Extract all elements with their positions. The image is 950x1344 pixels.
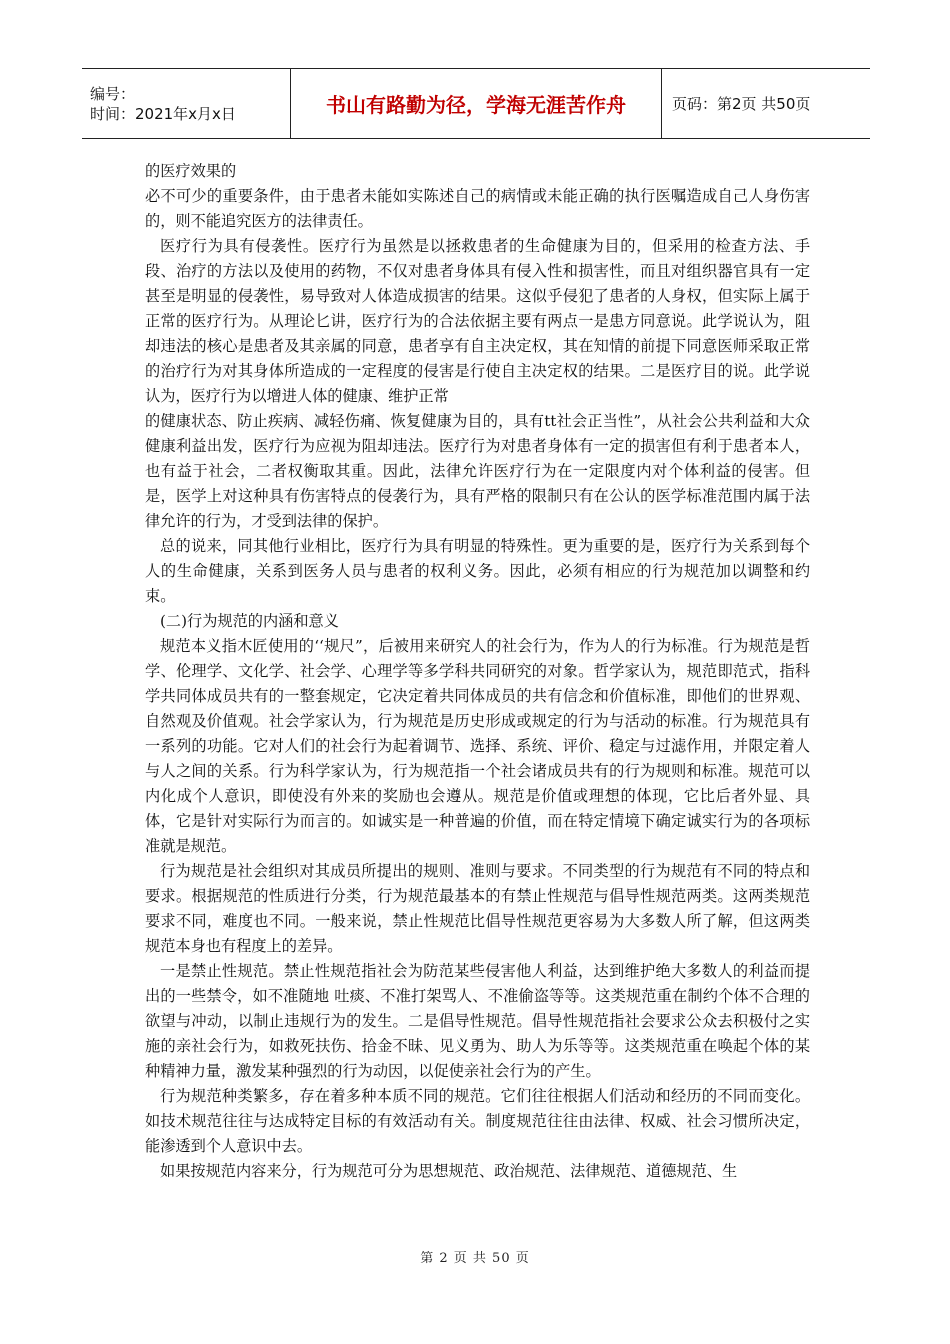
body-paragraph: 如果按规范内容来分，行为规范可分为思想规范、政治规范、法律规范、道德规范、生 (160, 1162, 738, 1180)
header-table (82, 68, 870, 139)
body-paragraph: 必不可少的重要条件，由于患者未能如实陈述自己的病情或未能正确的执行医嘱造成自己人身伤害的，则不能追究医方的法律责任。 (145, 187, 810, 230)
body-paragraph: (二)行为规范的内涵和意义 (160, 612, 339, 630)
body-paragraph: 的健康状态、防止疾病、减轻伤痛、恢复健康为目的，具有tt社会正当性”，从社会公共利益和大众健康利益出发，医疗行为应视为阻却违法。医疗行为对患者身体有一定的损害但有利于患者本人，也有益于社会，二者权衡取其重。因此，法律允许医疗行为在一定限度内对个体利益的侵害。但是，医学上对这种具有伤害特点的侵袭行为，具有严格的限制只有在公认的医学标准范围内属于法律允许的行为，才受到法律的保护。 (145, 412, 810, 530)
header-page-cell (662, 69, 870, 138)
page-footer: 第 2 页 共 50 页 (420, 1251, 530, 1266)
body-paragraph: 的医疗效果的 (145, 162, 237, 180)
body-paragraph: 规范本义指木匠使用的‘‘规尺”，后被用来研究人的社会行为，作为人的行为标准。行为规范是哲学、伦理学、文化学、社会学、心理学等多学科共同研究的对象。哲学家认为，规范即范式，指科学共同体成员共有的一整套规定，它决定着共同体成员的共有信念和价值标准，即他们的世界观、自然观及价值观。社会学家认为，行为规范是历史形成或规定的行为与活动的标准。行为规范具有一系列的功能。它对人们的社会行为起着调节、选择、系统、评价、稳定与过滤作用，并限定着人与人之间的关系。行为科学家认为，行为规范指一个社会诸成员共有的行为规则和标准。规范可以内化成个人意识，即使没有外来的奖励也会遵从。规范是价值或理想的体现，它比后者外显、具体，它是针对实际行为而言的。如诚实是一种普遍的价值，而在特定情境下确定诚实行为的各项标准就是规范。 (145, 637, 810, 855)
body-paragraph: 行为规范是社会组织对其成员所提出的规则、准则与要求。不同类型的行为规范有不同的特点和要求。根据规范的性质进行分类，行为规范最基本的有禁止性规范与倡导性规范两类。这两类规范要求不同，难度也不同。一般来说，禁止性规范比倡导性规范更容易为大多数人所了解，但这两类规范本身也有程度上的差异。 (145, 862, 810, 955)
header-page-label: 页码：第2页 共50页 (672, 95, 811, 113)
header-meta (82, 69, 291, 138)
body-paragraph: 医疗行为具有侵袭性。医疗行为虽然是以拯救患者的生命健康为目的，但采用的检查方法、手段、治疗的方法以及使用的药物，不仅对患者身体具有侵入性和损害性，而且对组织器官具有一定甚至是明显的侵袭性，易导致对人体造成损害的结果。这似乎侵犯了患者的人身权，但实际上属于正常的医疗行为。从理论匕讲，医疗行为的合法依据主要有两点一是患方同意说。此学说认为，阻却违法的核心是患者及其亲属的同意，患者享有自主决定权，其在知情的前提下同意医师采取正常的治疗行为对其身体所造成的一定程度的侵害是行使自主决定权的结果。二是医疗目的说。此学说认为，医疗行为以增进人体的健康、维护正常 (145, 237, 810, 405)
body-paragraph: 一是禁止性规范。禁止性规范指社会为防范某些侵害他人利益，达到维护绝大多数人的利益而提出的一些禁令，如不准随地 吐痰、不准打架骂人、不准偷盗等等。这类规范重在制约个体不合理的欲望与冲动，以制止违规行为的发生。二是倡导性规范。倡导性规范指社会要求公众去积极付之实施的亲社会行为，如救死扶伤、拾金不昧、见义勇为、助人为乐等等。这类规范重在唤起个体的某种精神力量，激发某种强烈的行为动因，以促使亲社会行为的产生。 (145, 962, 810, 1080)
document-number-label: 编号： (90, 84, 136, 103)
document-body (145, 159, 810, 1184)
header-motto: 书山有路勤为径，学海无涯苦作舟 (326, 93, 626, 117)
body-paragraph: 行为规范种类繁多，存在着多种本质不同的规范。它们往往根据人们活动和经历的不同而变化。如技术规范往往与达成特定目标的有效活动有关。制度规范往往由法律、权威、社会习惯所决定，能渗透到个人意识中去。 (145, 1087, 810, 1155)
document-date-label: 时间：2021年x月x日 (90, 104, 236, 123)
body-paragraph: 总的说来，同其他行业相比，医疗行为具有明显的特殊性。更为重要的是，医疗行为关系到每个人的生命健康，关系到医务人员与患者的权利义务。因此，必须有相应的行为规范加以调整和约束。 (145, 537, 810, 605)
header-motto-cell (291, 69, 662, 138)
